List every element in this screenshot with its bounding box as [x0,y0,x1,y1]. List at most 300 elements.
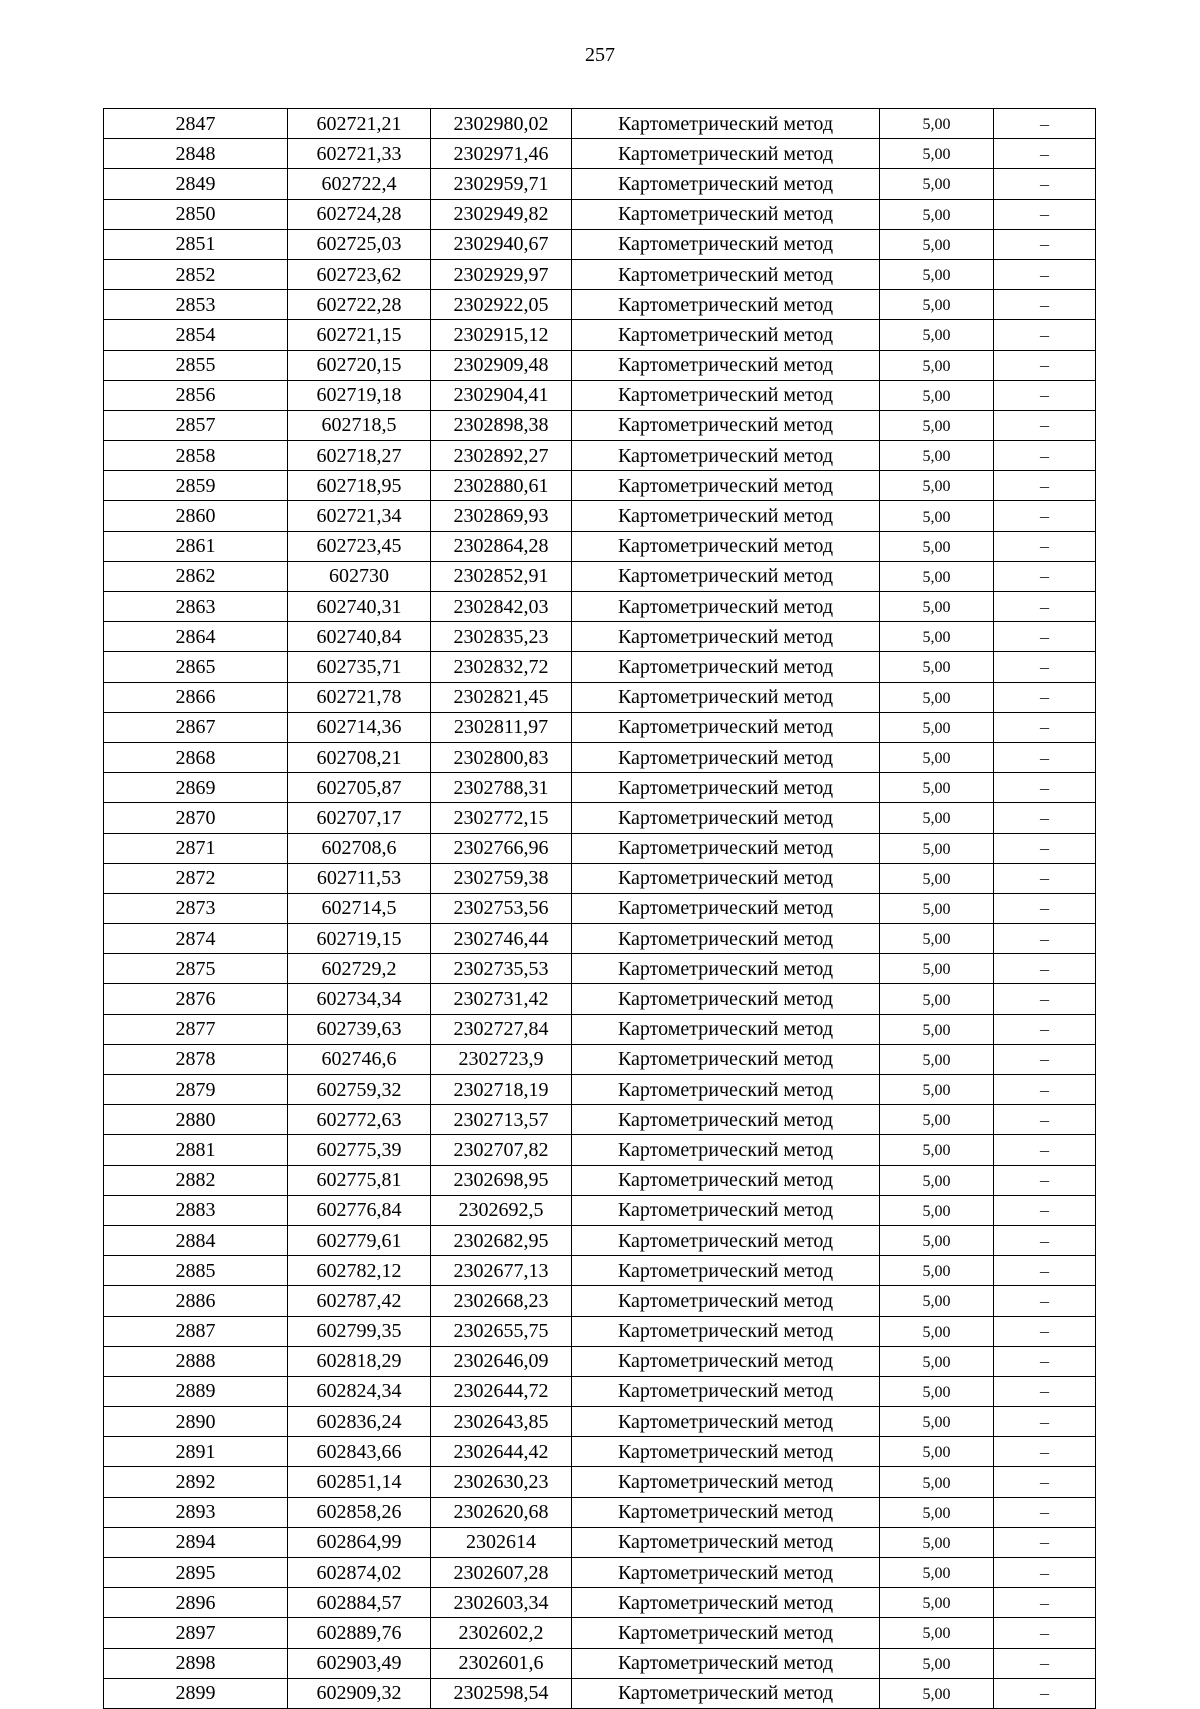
x-coordinate-cell: 602735,71 [288,652,431,682]
accuracy-cell: 5,00 [880,1618,994,1648]
x-coordinate-cell: 602714,36 [288,712,431,742]
accuracy-cell: 5,00 [880,1527,994,1557]
point-number-cell: 2892 [104,1467,288,1497]
description-cell: – [994,1588,1096,1618]
table-row [104,259,1096,289]
accuracy-cell: 5,00 [880,441,994,471]
accuracy-cell: 5,00 [880,1678,994,1708]
y-coordinate-cell: 2302904,41 [431,380,572,410]
x-coordinate-cell: 602722,4 [288,169,431,199]
description-cell: – [994,1256,1096,1286]
x-coordinate-cell: 602721,78 [288,682,431,712]
table-row [104,1225,1096,1255]
method-cell: Картометрический метод [572,259,880,289]
table-row [104,410,1096,440]
description-cell: – [994,1346,1096,1376]
table-row [104,742,1096,772]
method-cell: Картометрический метод [572,1286,880,1316]
method-cell: Картометрический метод [572,109,880,139]
table-row [104,1618,1096,1648]
description-cell: – [994,1316,1096,1346]
point-number-cell: 2848 [104,139,288,169]
x-coordinate-cell: 602746,6 [288,1044,431,1074]
method-cell: Картометрический метод [572,742,880,772]
y-coordinate-cell: 2302668,23 [431,1286,572,1316]
point-number-cell: 2858 [104,441,288,471]
method-cell: Картометрический метод [572,1407,880,1437]
y-coordinate-cell: 2302735,53 [431,954,572,984]
y-coordinate-cell: 2302800,83 [431,742,572,772]
x-coordinate-cell: 602909,32 [288,1678,431,1708]
method-cell: Картометрический метод [572,441,880,471]
method-cell: Картометрический метод [572,1527,880,1557]
method-cell: Картометрический метод [572,1316,880,1346]
description-cell: – [994,1165,1096,1195]
point-number-cell: 2880 [104,1105,288,1135]
point-number-cell: 2855 [104,350,288,380]
table-row [104,1376,1096,1406]
description-cell: – [994,1467,1096,1497]
table-row [104,1437,1096,1467]
point-number-cell: 2898 [104,1648,288,1678]
point-number-cell: 2887 [104,1316,288,1346]
x-coordinate-cell: 602707,17 [288,803,431,833]
description-cell: – [994,893,1096,923]
method-cell: Картометрический метод [572,471,880,501]
method-cell: Картометрический метод [572,1044,880,1074]
x-coordinate-cell: 602799,35 [288,1316,431,1346]
table-row [104,682,1096,712]
method-cell: Картометрический метод [572,350,880,380]
description-cell: – [994,259,1096,289]
accuracy-cell: 5,00 [880,1648,994,1678]
description-cell: – [994,1678,1096,1708]
description-cell: – [994,1014,1096,1044]
description-cell: – [994,1558,1096,1588]
x-coordinate-cell: 602734,34 [288,984,431,1014]
y-coordinate-cell: 2302677,13 [431,1256,572,1286]
x-coordinate-cell: 602889,76 [288,1618,431,1648]
accuracy-cell: 5,00 [880,833,994,863]
point-number-cell: 2853 [104,290,288,320]
table-row [104,1105,1096,1135]
table-row [104,1558,1096,1588]
accuracy-cell: 5,00 [880,501,994,531]
table-row [104,893,1096,923]
table-row [104,1286,1096,1316]
point-number-cell: 2882 [104,1165,288,1195]
table-row [104,1075,1096,1105]
point-number-cell: 2896 [104,1588,288,1618]
point-number-cell: 2878 [104,1044,288,1074]
accuracy-cell: 5,00 [880,592,994,622]
table-row [104,350,1096,380]
y-coordinate-cell: 2302601,6 [431,1648,572,1678]
table-row [104,229,1096,259]
x-coordinate-cell: 602714,5 [288,893,431,923]
y-coordinate-cell: 2302713,57 [431,1105,572,1135]
y-coordinate-cell: 2302746,44 [431,924,572,954]
point-number-cell: 2876 [104,984,288,1014]
table-row [104,652,1096,682]
accuracy-cell: 5,00 [880,1225,994,1255]
x-coordinate-cell: 602782,12 [288,1256,431,1286]
point-number-cell: 2851 [104,229,288,259]
accuracy-cell: 5,00 [880,229,994,259]
method-cell: Картометрический метод [572,1225,880,1255]
method-cell: Картометрический метод [572,1648,880,1678]
description-cell: – [994,320,1096,350]
table-row [104,984,1096,1014]
method-cell: Картометрический метод [572,531,880,561]
y-coordinate-cell: 2302842,03 [431,592,572,622]
x-coordinate-cell: 602721,15 [288,320,431,350]
x-coordinate-cell: 602725,03 [288,229,431,259]
method-cell: Картометрический метод [572,833,880,863]
x-coordinate-cell: 602818,29 [288,1346,431,1376]
y-coordinate-cell: 2302603,34 [431,1588,572,1618]
accuracy-cell: 5,00 [880,290,994,320]
accuracy-cell: 5,00 [880,622,994,652]
description-cell: – [994,350,1096,380]
x-coordinate-cell: 602723,45 [288,531,431,561]
point-number-cell: 2867 [104,712,288,742]
method-cell: Картометрический метод [572,320,880,350]
x-coordinate-cell: 602739,63 [288,1014,431,1044]
accuracy-cell: 5,00 [880,742,994,772]
description-cell: – [994,199,1096,229]
y-coordinate-cell: 2302959,71 [431,169,572,199]
method-cell: Картометрический метод [572,1346,880,1376]
accuracy-cell: 5,00 [880,652,994,682]
table-row [104,139,1096,169]
point-number-cell: 2893 [104,1497,288,1527]
point-number-cell: 2879 [104,1075,288,1105]
point-number-cell: 2869 [104,773,288,803]
x-coordinate-cell: 602730 [288,561,431,591]
table-row [104,1527,1096,1557]
x-coordinate-cell: 602723,62 [288,259,431,289]
method-cell: Картометрический метод [572,1376,880,1406]
point-number-cell: 2881 [104,1135,288,1165]
description-cell: – [994,652,1096,682]
y-coordinate-cell: 2302915,12 [431,320,572,350]
accuracy-cell: 5,00 [880,1195,994,1225]
method-cell: Картометрический метод [572,1105,880,1135]
table-row [104,833,1096,863]
point-number-cell: 2868 [104,742,288,772]
x-coordinate-cell: 602858,26 [288,1497,431,1527]
x-coordinate-cell: 602729,2 [288,954,431,984]
x-coordinate-cell: 602721,34 [288,501,431,531]
accuracy-cell: 5,00 [880,712,994,742]
accuracy-cell: 5,00 [880,863,994,893]
method-cell: Картометрический метод [572,501,880,531]
point-number-cell: 2859 [104,471,288,501]
y-coordinate-cell: 2302682,95 [431,1225,572,1255]
x-coordinate-cell: 602874,02 [288,1558,431,1588]
x-coordinate-cell: 602787,42 [288,1286,431,1316]
method-cell: Картометрический метод [572,1014,880,1044]
table-row [104,1588,1096,1618]
method-cell: Картометрический метод [572,1678,880,1708]
point-number-cell: 2890 [104,1407,288,1437]
accuracy-cell: 5,00 [880,380,994,410]
y-coordinate-cell: 2302643,85 [431,1407,572,1437]
y-coordinate-cell: 2302811,97 [431,712,572,742]
y-coordinate-cell: 2302832,72 [431,652,572,682]
method-cell: Картометрический метод [572,652,880,682]
point-number-cell: 2847 [104,109,288,139]
y-coordinate-cell: 2302602,2 [431,1618,572,1648]
description-cell: – [994,1225,1096,1255]
coordinates-table [103,108,1096,1709]
table-row [104,109,1096,139]
method-cell: Картометрический метод [572,1135,880,1165]
method-cell: Картометрический метод [572,893,880,923]
table-row [104,712,1096,742]
method-cell: Картометрический метод [572,290,880,320]
method-cell: Картометрический метод [572,380,880,410]
method-cell: Картометрический метод [572,682,880,712]
method-cell: Картометрический метод [572,924,880,954]
x-coordinate-cell: 602721,21 [288,109,431,139]
accuracy-cell: 5,00 [880,1286,994,1316]
method-cell: Картометрический метод [572,139,880,169]
accuracy-cell: 5,00 [880,682,994,712]
description-cell: – [994,1618,1096,1648]
y-coordinate-cell: 2302909,48 [431,350,572,380]
accuracy-cell: 5,00 [880,350,994,380]
table-row [104,169,1096,199]
description-cell: – [994,1044,1096,1074]
method-cell: Картометрический метод [572,1075,880,1105]
x-coordinate-cell: 602708,6 [288,833,431,863]
description-cell: – [994,984,1096,1014]
x-coordinate-cell: 602740,31 [288,592,431,622]
y-coordinate-cell: 2302788,31 [431,773,572,803]
table-row [104,471,1096,501]
description-cell: – [994,109,1096,139]
method-cell: Картометрический метод [572,984,880,1014]
y-coordinate-cell: 2302922,05 [431,290,572,320]
point-number-cell: 2874 [104,924,288,954]
x-coordinate-cell: 602740,84 [288,622,431,652]
x-coordinate-cell: 602779,61 [288,1225,431,1255]
accuracy-cell: 5,00 [880,471,994,501]
accuracy-cell: 5,00 [880,1437,994,1467]
y-coordinate-cell: 2302646,09 [431,1346,572,1376]
point-number-cell: 2860 [104,501,288,531]
accuracy-cell: 5,00 [880,1135,994,1165]
y-coordinate-cell: 2302821,45 [431,682,572,712]
x-coordinate-cell: 602775,81 [288,1165,431,1195]
table-row [104,592,1096,622]
accuracy-cell: 5,00 [880,984,994,1014]
method-cell: Картометрический метод [572,712,880,742]
table-row [104,290,1096,320]
accuracy-cell: 5,00 [880,139,994,169]
y-coordinate-cell: 2302949,82 [431,199,572,229]
point-number-cell: 2895 [104,1558,288,1588]
x-coordinate-cell: 602711,53 [288,863,431,893]
point-number-cell: 2849 [104,169,288,199]
point-number-cell: 2899 [104,1678,288,1708]
x-coordinate-cell: 602864,99 [288,1527,431,1557]
description-cell: – [994,622,1096,652]
x-coordinate-cell: 602708,21 [288,742,431,772]
x-coordinate-cell: 602705,87 [288,773,431,803]
table-row [104,1165,1096,1195]
accuracy-cell: 5,00 [880,1256,994,1286]
y-coordinate-cell: 2302692,5 [431,1195,572,1225]
accuracy-cell: 5,00 [880,410,994,440]
point-number-cell: 2870 [104,803,288,833]
method-cell: Картометрический метод [572,1437,880,1467]
description-cell: – [994,712,1096,742]
point-number-cell: 2894 [104,1527,288,1557]
coordinates-table-body [104,109,1096,1709]
y-coordinate-cell: 2302753,56 [431,893,572,923]
x-coordinate-cell: 602836,24 [288,1407,431,1437]
y-coordinate-cell: 2302766,96 [431,833,572,863]
y-coordinate-cell: 2302698,95 [431,1165,572,1195]
accuracy-cell: 5,00 [880,1316,994,1346]
table-row [104,622,1096,652]
y-coordinate-cell: 2302598,54 [431,1678,572,1708]
point-number-cell: 2850 [104,199,288,229]
description-cell: – [994,863,1096,893]
accuracy-cell: 5,00 [880,1105,994,1135]
method-cell: Картометрический метод [572,954,880,984]
method-cell: Картометрический метод [572,1618,880,1648]
y-coordinate-cell: 2302852,91 [431,561,572,591]
accuracy-cell: 5,00 [880,1467,994,1497]
description-cell: – [994,1648,1096,1678]
description-cell: – [994,773,1096,803]
point-number-cell: 2877 [104,1014,288,1044]
x-coordinate-cell: 602884,57 [288,1588,431,1618]
point-number-cell: 2852 [104,259,288,289]
method-cell: Картометрический метод [572,169,880,199]
x-coordinate-cell: 602722,28 [288,290,431,320]
accuracy-cell: 5,00 [880,1558,994,1588]
y-coordinate-cell: 2302630,23 [431,1467,572,1497]
table-row [104,1135,1096,1165]
table-row [104,954,1096,984]
description-cell: – [994,441,1096,471]
x-coordinate-cell: 602776,84 [288,1195,431,1225]
table-row [104,1044,1096,1074]
point-number-cell: 2873 [104,893,288,923]
description-cell: – [994,1407,1096,1437]
description-cell: – [994,1376,1096,1406]
x-coordinate-cell: 602903,49 [288,1648,431,1678]
accuracy-cell: 5,00 [880,1407,994,1437]
method-cell: Картометрический метод [572,199,880,229]
accuracy-cell: 5,00 [880,1014,994,1044]
table-row [104,531,1096,561]
description-cell: – [994,742,1096,772]
method-cell: Картометрический метод [572,622,880,652]
y-coordinate-cell: 2302898,38 [431,410,572,440]
point-number-cell: 2863 [104,592,288,622]
y-coordinate-cell: 2302835,23 [431,622,572,652]
description-cell: – [994,139,1096,169]
y-coordinate-cell: 2302644,72 [431,1376,572,1406]
accuracy-cell: 5,00 [880,1588,994,1618]
description-cell: – [994,924,1096,954]
point-number-cell: 2872 [104,863,288,893]
description-cell: – [994,1075,1096,1105]
point-number-cell: 2861 [104,531,288,561]
table-row [104,320,1096,350]
page-number: 257 [585,44,615,66]
point-number-cell: 2854 [104,320,288,350]
accuracy-cell: 5,00 [880,1376,994,1406]
accuracy-cell: 5,00 [880,954,994,984]
description-cell: – [994,1195,1096,1225]
accuracy-cell: 5,00 [880,561,994,591]
description-cell: – [994,1286,1096,1316]
y-coordinate-cell: 2302864,28 [431,531,572,561]
description-cell: – [994,1437,1096,1467]
table-row [104,1678,1096,1708]
y-coordinate-cell: 2302980,02 [431,109,572,139]
accuracy-cell: 5,00 [880,199,994,229]
accuracy-cell: 5,00 [880,259,994,289]
method-cell: Картометрический метод [572,1195,880,1225]
x-coordinate-cell: 602759,32 [288,1075,431,1105]
point-number-cell: 2857 [104,410,288,440]
x-coordinate-cell: 602824,34 [288,1376,431,1406]
description-cell: – [994,531,1096,561]
x-coordinate-cell: 602851,14 [288,1467,431,1497]
method-cell: Картометрический метод [572,1165,880,1195]
y-coordinate-cell: 2302772,15 [431,803,572,833]
description-cell: – [994,380,1096,410]
accuracy-cell: 5,00 [880,893,994,923]
x-coordinate-cell: 602772,63 [288,1105,431,1135]
table-row [104,924,1096,954]
point-number-cell: 2871 [104,833,288,863]
accuracy-cell: 5,00 [880,924,994,954]
x-coordinate-cell: 602843,66 [288,1437,431,1467]
x-coordinate-cell: 602718,5 [288,410,431,440]
point-number-cell: 2885 [104,1256,288,1286]
method-cell: Картометрический метод [572,1558,880,1588]
table-row [104,380,1096,410]
x-coordinate-cell: 602719,15 [288,924,431,954]
accuracy-cell: 5,00 [880,320,994,350]
y-coordinate-cell: 2302892,27 [431,441,572,471]
table-row [104,1467,1096,1497]
accuracy-cell: 5,00 [880,1346,994,1376]
y-coordinate-cell: 2302869,93 [431,501,572,531]
table-row [104,501,1096,531]
point-number-cell: 2889 [104,1376,288,1406]
table-row [104,1407,1096,1437]
accuracy-cell: 5,00 [880,1044,994,1074]
description-cell: – [994,1135,1096,1165]
point-number-cell: 2891 [104,1437,288,1467]
accuracy-cell: 5,00 [880,1497,994,1527]
table-row [104,863,1096,893]
accuracy-cell: 5,00 [880,169,994,199]
accuracy-cell: 5,00 [880,1165,994,1195]
description-cell: – [994,803,1096,833]
description-cell: – [994,471,1096,501]
